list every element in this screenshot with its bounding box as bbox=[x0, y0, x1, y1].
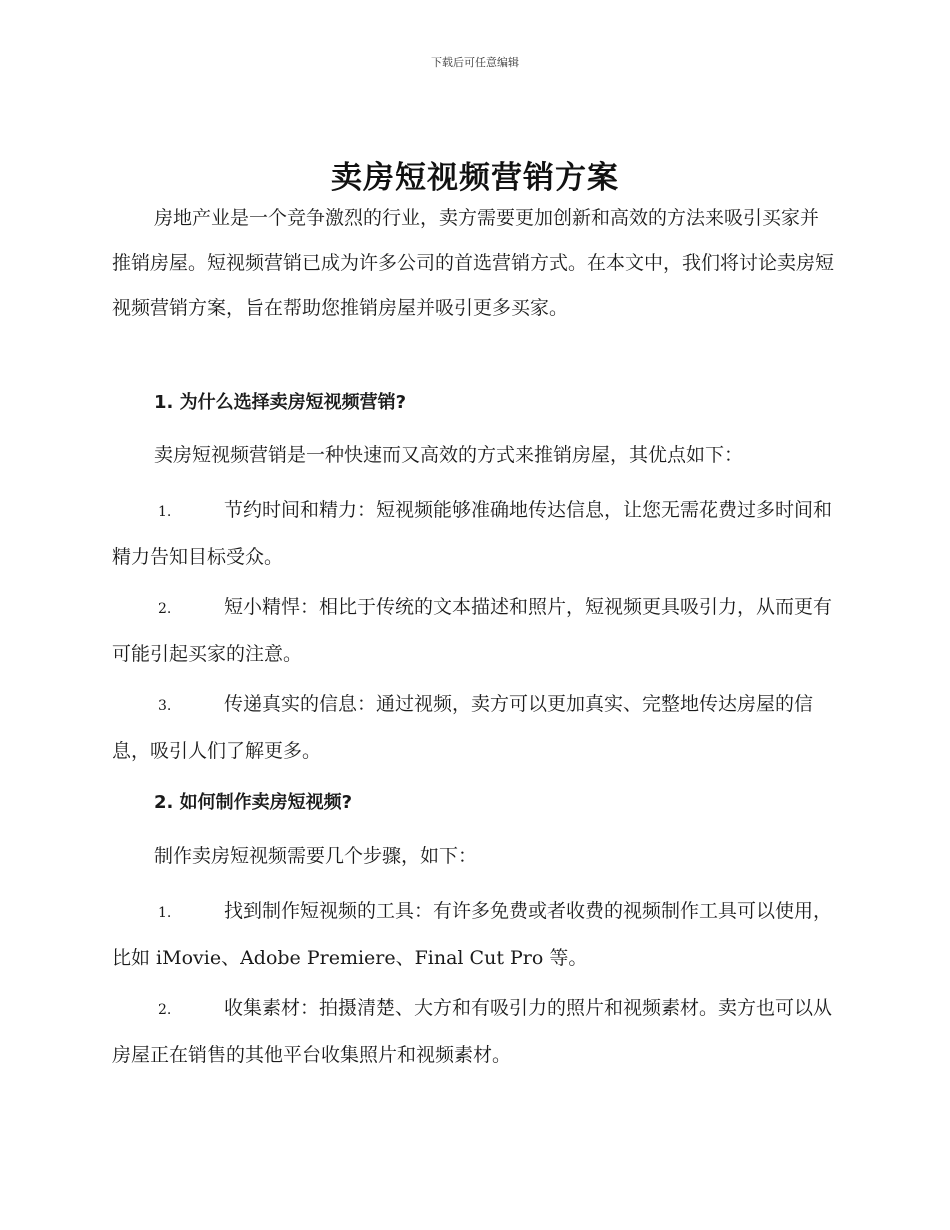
intro-text: 房地产业是一个竞争激烈的行业，卖方需要更加创新和高效的方法来吸引买家并推销房屋。短视频营销已成为许多公司的首选营销方式。在本文中，我们将讨论卖房短视频营销方案，旨在帮助您推销房屋并吸引更多买家。 bbox=[112, 207, 835, 319]
list-item bbox=[112, 585, 836, 677]
section1-lead bbox=[112, 433, 836, 478]
list-item-text: 节约时间和精力：短视频能够准确地传达信息，让您无需花费过多时间和精力告知目标受众。 bbox=[112, 499, 833, 568]
intro-paragraph bbox=[112, 196, 836, 331]
list-item bbox=[112, 488, 836, 580]
list-item bbox=[112, 889, 836, 981]
list-item-text: 短小精悍：相比于传统的文本描述和照片，短视频更具吸引力，从而更有可能引起买家的注意。 bbox=[112, 596, 833, 665]
header-note: 下载后可任意编辑 bbox=[431, 56, 519, 69]
section2-lead bbox=[112, 834, 836, 879]
section1-lead-text: 卖房短视频营销是一种快速而又高效的方式来推销房屋，其优点如下： bbox=[154, 444, 744, 466]
list-item-text: 收集素材：拍摄清楚、大方和有吸引力的照片和视频素材。卖方也可以从房屋正在销售的其他平台收集照片和视频素材。 bbox=[112, 997, 833, 1066]
list-item bbox=[112, 682, 836, 774]
section2-lead-text: 制作卖房短视频需要几个步骤，如下： bbox=[154, 845, 478, 867]
list-item-number: 2. bbox=[158, 601, 172, 617]
list-item-text: 找到制作短视频的工具：有许多免费或者收费的视频制作工具可以使用，比如 iMovie、Adobe Premiere、Final Cut Pro 等。 bbox=[112, 900, 833, 969]
list-item bbox=[112, 986, 836, 1078]
list-item-number: 3. bbox=[158, 698, 172, 714]
list-item-number: 1. bbox=[158, 504, 172, 520]
list-item-number: 1. bbox=[158, 905, 172, 921]
document-title: 卖房短视频营销方案 bbox=[331, 160, 619, 196]
section2-heading: 2. 如何制作卖房短视频? bbox=[154, 792, 353, 813]
list-item-text: 传递真实的信息：通过视频，卖方可以更加真实、完整地传达房屋的信息，吸引人们了解更多。 bbox=[112, 693, 814, 762]
section1-heading: 1. 为什么选择卖房短视频营销? bbox=[154, 392, 407, 413]
list-item-number: 2. bbox=[158, 1002, 172, 1018]
